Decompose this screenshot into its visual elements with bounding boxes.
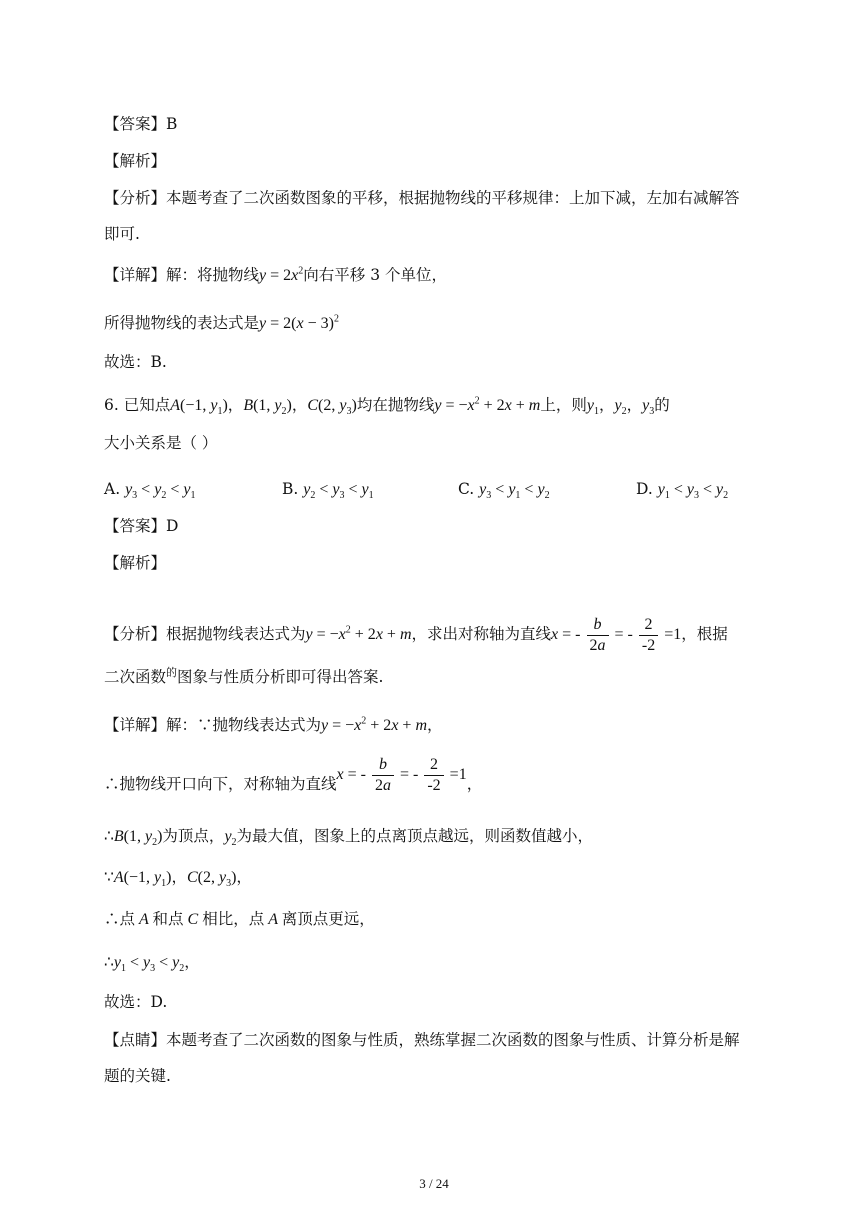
q5-analysis-line1: 【分析】本题考查了二次函数图象的平移，根据抛物线的平移规律：上加下减，左加右减解答 [104, 189, 740, 207]
q6-analysis-line2: 二次函数$^的$图象与性质分析即可得出答案. [104, 665, 384, 686]
q6-stem-mid: 均在抛物线 [356, 396, 435, 414]
q6-point-b: B(1, $y_2$) [243, 397, 292, 418]
q6-point-a: A(−1, $y_1$) [170, 397, 228, 418]
q6-stem-tail: 的 [654, 396, 670, 414]
q6-y2: $y_2$ [614, 397, 627, 418]
q6-option-a: A. $y_3 < y_2 < y_1$ [104, 480, 196, 502]
q6-analysis-mid: ，求出对称轴为直线 [411, 625, 552, 643]
q6-analysis-prefix: 【分析】根据抛物线表达式为 [104, 625, 306, 643]
q6-analysis-parabola: $y = -x^2 + 2x + m$ [305, 624, 412, 643]
q5-result-prefix: 所得抛物线的表达式是 [104, 314, 260, 332]
q5-formula-original: $y = 2x^2$ [259, 265, 304, 284]
q6-analysis-suffix: ，根据 [681, 625, 728, 643]
q6-comment-line2: 题的关键. [104, 1067, 171, 1085]
q6-stem-line1: 6. 已知点A(−1, $y_1$)，B(1, $y_2$)，C(2, $y_3$)均在抛物线$y = -x^2 + 2x + m$上，则$y_1$，$y_2$，$y_3$的 [104, 395, 670, 418]
page-number: 3 / 24 [419, 1176, 449, 1191]
q6-comment-line1: 【点睛】本题考查了二次函数的图象与性质，熟练掌握二次函数的图象与性质、计算分析是解 [104, 1031, 740, 1049]
q5-detail-suffix: 向右平移 3 个单位， [303, 266, 447, 284]
q5-detail-line [104, 265, 447, 286]
q6-y3: $y_3$ [642, 397, 655, 418]
q6-detail-line2: ∴抛物线开口向下，对称轴为直线x = - $\frac{b}{2a}$ = - $\frac{2}{-2}$ =1， [104, 755, 483, 794]
q5-answer: 【答案】B [104, 115, 178, 133]
q6-parabola: $y = -x^2 + 2x + m$ [434, 395, 541, 414]
q6-detail-line6: $\therefore y_1 < y_3 < y_2$， [104, 953, 200, 975]
q6-option-d: D. $y_1 < y_3 < y_2$ [636, 480, 729, 502]
q6-detail-line4: ∵A(−1, $y_1$)，C(2, $y_3$)， [104, 868, 252, 890]
q6-stem-suffix: 上，则 [540, 396, 587, 414]
q6-axis-formula-2: x = - $\frac{b}{2a}$ = - $\frac{2}{-2}$ =1 [336, 755, 467, 794]
q5-jiexi: 【解析】 [104, 152, 167, 170]
q5-result-line [104, 313, 339, 334]
q6-detail-line5: ∴点 A 和点 C 相比，点 A 离顶点更远， [104, 910, 375, 928]
q6-stem-line2: 大小关系是（ ） [104, 434, 218, 452]
q6-answer: 【答案】D [104, 517, 179, 535]
q6-stem-prefix: 6. 已知点 [104, 396, 171, 414]
q6-point-c: C(2, $y_3$) [307, 397, 357, 418]
q6-choice: 故选：D. [104, 993, 168, 1011]
q6-option-c: C. $y_3 < y_1 < y_2$ [458, 480, 550, 502]
q5-choice: 故选：B. [104, 353, 167, 371]
q6-y1: $y_1$ [586, 397, 599, 418]
q5-formula-result: $y = 2(x - 3)^2$ [259, 313, 339, 332]
q5-analysis-line2: 即可. [104, 225, 140, 243]
q6-detail-line1: 【详解】解：∵抛物线表达式为$y = -x^2 + 2x + m$， [104, 715, 443, 734]
q6-option-b: B. $y_2 < y_3 < y_1$ [282, 480, 374, 502]
q6-axis-formula-1: x = - $\frac{b}{2a}$ = - $\frac{2}{-2}$ =1 [551, 615, 682, 654]
q6-detail-line3: ∴B(1, $y_2$)为顶点，$y_2$为最大值，图象上的点离顶点越远，则函数值越小， [104, 827, 594, 849]
q6-jiexi: 【解析】 [104, 554, 167, 572]
q6-analysis-line1 [104, 612, 728, 657]
q5-detail-prefix: 【详解】解：将抛物线 [104, 266, 260, 284]
